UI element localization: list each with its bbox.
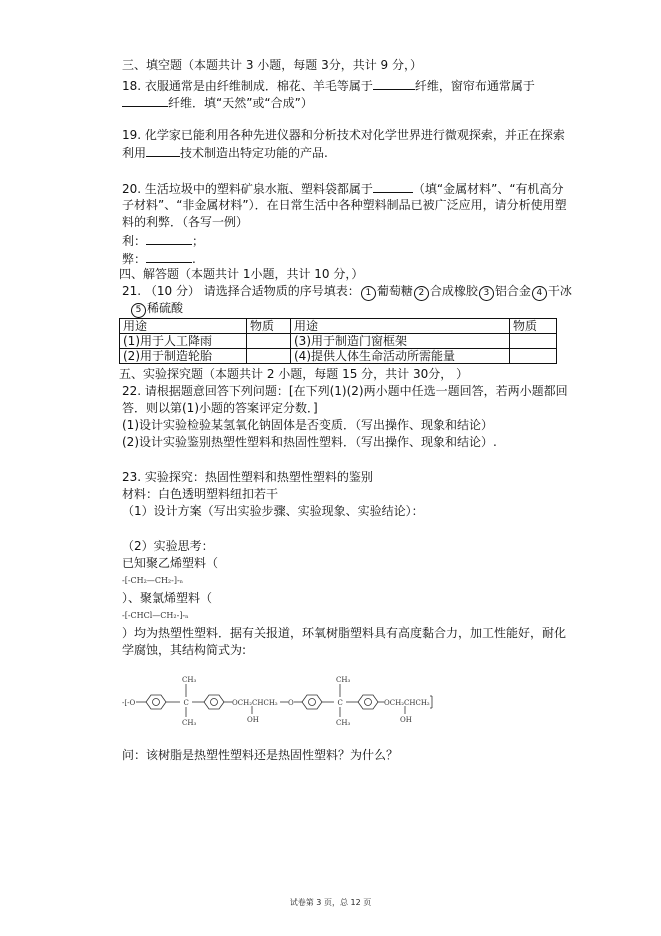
question-23-materials: 材料：白色透明塑料纽扣若干	[122, 487, 279, 501]
q18-blank-1[interactable]	[373, 78, 415, 90]
q19-blank[interactable]	[146, 145, 180, 157]
q20-advantage-end: ；	[192, 234, 205, 248]
q18-text-c: 纤维．填“天然”或“合成”）	[168, 96, 313, 110]
answer-cell[interactable]	[247, 334, 291, 349]
question-23-part-2: （2）实验思考：	[122, 539, 214, 553]
hydroxyl-group: OH	[400, 716, 412, 724]
question-23-title: 23. 实验探究：热固性塑料和热塑性塑料的鉴别	[122, 470, 373, 484]
q20-disadvantage-blank[interactable]	[146, 251, 192, 263]
q19-text-c: 技术制造出特定功能的产品.	[180, 146, 328, 160]
q21-text-a: 21. （10 分） 请选择合适物质的序号填表：	[122, 284, 360, 298]
q20-blank-1[interactable]	[373, 181, 413, 193]
section5-heading: 五、实验探究题（本题共计 2 小题，每题 15 分，共计 30分， ）	[119, 367, 469, 381]
question-23-polyethylene: 已知聚乙烯塑料（	[122, 556, 219, 570]
question-19-line-1: 19. 化学家已能利用各种先进仪器和分析技术对化学世界进行微观探索，并正在探索	[122, 128, 565, 142]
methyl-group: CH₃	[182, 676, 197, 684]
q18-text-a: 18. 衣服通常是由纤维制成．棉花、羊毛等属于	[122, 79, 373, 93]
option-2-marker: 2	[414, 286, 429, 301]
glyceryl-linker: OCH₂CHCH₂	[232, 699, 278, 707]
q20-advantage-blank[interactable]	[146, 233, 192, 245]
q20-disadvantage-end: .	[192, 252, 196, 266]
question-20-line-3: 料的利弊．（各写一例）	[122, 215, 249, 229]
header-substance-2: 物质	[510, 319, 557, 334]
answer-cell[interactable]	[510, 349, 557, 364]
question-22-line-1: 22. 请根据题意回答下列问题：[在下列(1)(2)两小题中任选一题回答，若两小题都回	[122, 384, 568, 398]
question-18-line-2	[122, 95, 313, 111]
q20-text-b: （填“金属材料”、“有机高分	[412, 182, 564, 196]
option-5-marker: 5	[131, 303, 146, 318]
header-use-2: 用途	[291, 319, 510, 334]
question-21-line-1	[122, 284, 572, 301]
section4-heading: 四、解答题（本题共计 1小题，共计 10 分，）	[119, 267, 364, 281]
use-cell: (1)用于人工降雨	[120, 334, 247, 349]
option-3-marker: 3	[479, 286, 494, 301]
page-footer: 试卷第 3 页，总 12 页	[289, 898, 372, 907]
question-18-line-1	[122, 78, 535, 94]
question-23-part-1: （1）设计方案（写出实验步骤、实验现象、实验结论）：	[122, 504, 424, 518]
header-substance-1: 物质	[247, 319, 291, 334]
ether-oxygen: O	[288, 699, 294, 707]
quaternary-carbon: C	[337, 699, 343, 707]
question-19-line-2	[122, 145, 328, 161]
hydroxyl-group: OH	[247, 716, 259, 724]
quaternary-carbon: C	[183, 699, 189, 707]
methyl-group: CH₃	[182, 719, 197, 727]
option-2: 合成橡胶	[429, 284, 478, 298]
question-20-line-1	[122, 181, 564, 197]
option-3: 铝合金	[494, 284, 531, 298]
table-header-row	[120, 319, 557, 334]
question-23-ask: 问：该树脂是热塑性塑料还是热固性塑料？为什么？	[122, 748, 399, 762]
option-4-marker: 4	[532, 286, 547, 301]
q20-text-a: 20. 生活垃圾中的塑料矿泉水瓶、塑料袋都属于	[122, 182, 373, 196]
section3-heading: 三、填空题（本题共计 3 小题，每题 3分，共计 9 分，）	[122, 58, 422, 72]
question-20-advantage	[122, 233, 204, 249]
epoxy-resin-structure	[118, 672, 448, 730]
answer-cell[interactable]	[247, 349, 291, 364]
header-use-1: 用途	[120, 319, 247, 334]
table-row	[120, 349, 557, 364]
q19-text-b: 利用	[122, 146, 147, 160]
question-20-line-2: 子材料”、“非金属材料”）．在日常生活中各种塑料制品已被广泛应用，请分析使用塑	[122, 198, 567, 212]
question-23-epoxy-line-1: ）均为热塑性塑料．据有关报道，环氧树脂塑料具有高度黏合力，加工性能好，耐化	[122, 626, 567, 640]
chain-start: -[-O	[122, 699, 136, 707]
glyceryl-linker: OCH₂CHCH₂	[384, 699, 430, 707]
polyethylene-formula: -[-CH₂—CH₂-]-ₙ	[122, 576, 184, 585]
option-1-marker: 1	[361, 286, 376, 301]
option-1: 葡萄糖	[376, 284, 413, 298]
q20-advantage-label: 利：	[122, 234, 147, 248]
question-23-epoxy-line-2: 学腐蚀，其结构简式为:	[122, 643, 247, 657]
use-cell: (4)提供人体生命活动所需能量	[291, 349, 510, 364]
q18-blank-2[interactable]	[122, 95, 168, 107]
option-4: 干冰	[547, 284, 572, 298]
q18-text-b: 纤维，窗帘布通常属于	[414, 79, 535, 93]
question-22-option-2: (2)设计实验鉴别热塑性塑料和热固性塑料．（写出操作、现象和结论）.	[122, 435, 497, 449]
polyvinyl-chloride-formula: -[-CHCl—CH₂-]-ₙ	[122, 611, 189, 620]
q20-disadvantage-label: 弊：	[122, 252, 147, 266]
question-22-line-2: 答．则以第(1)小题的答案评定分数．]	[122, 401, 318, 415]
table-row	[120, 334, 557, 349]
option-5: 稀硫酸	[147, 301, 184, 315]
question-23-pvc: ）、聚氯烯塑料（	[122, 591, 213, 605]
use-cell: (2)用于制造轮胎	[120, 349, 247, 364]
question-22-option-1: (1)设计实验检验某氢氧化钠固体是否变质．（写出操作、现象和结论）	[122, 418, 494, 432]
methyl-group: CH₃	[336, 676, 351, 684]
methyl-group: CH₃	[336, 719, 351, 727]
uses-table	[119, 318, 557, 364]
answer-cell[interactable]	[510, 334, 557, 349]
question-20-disadvantage	[122, 251, 196, 267]
use-cell: (3)用于制造门窗框架	[291, 334, 510, 349]
question-21-line-2	[130, 301, 183, 318]
